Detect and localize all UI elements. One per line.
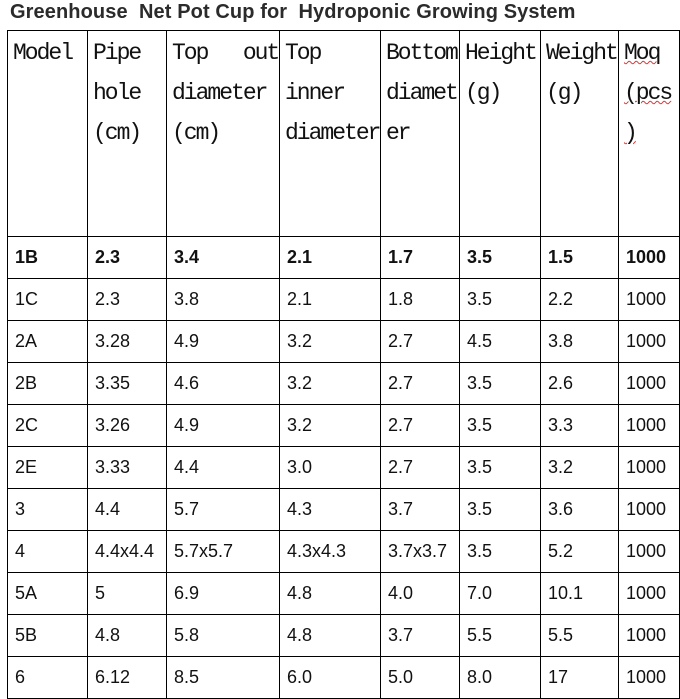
cell-model: 2A [8,321,88,363]
cell-top-out-diameter: 4.9 [167,321,280,363]
cell-top-inner-diameter: 3.2 [280,363,381,405]
cell-weight: 2.6 [541,363,619,405]
table-row [8,279,680,321]
cell-pipe-hole: 3.33 [88,447,167,489]
cell-model: 4 [8,531,88,573]
cell-top-out-diameter: 5.7x5.7 [167,531,280,573]
cell-top-out-diameter: 4.9 [167,405,280,447]
cell-weight: 1.5 [541,237,619,279]
cell-pipe-hole: 2.3 [88,237,167,279]
cell-model: 6 [8,657,88,699]
spec-table [7,30,680,699]
cell-model: 3 [8,489,88,531]
cell-top-inner-diameter: 6.0 [280,657,381,699]
table-row [8,573,680,615]
table-row [8,237,680,279]
cell-moq: 1000 [619,321,680,363]
table-row [8,363,680,405]
cell-weight: 3.2 [541,447,619,489]
header-row [8,31,680,237]
cell-top-out-diameter: 6.9 [167,573,280,615]
cell-weight: 5.2 [541,531,619,573]
cell-height: 4.5 [460,321,541,363]
cell-weight: 3.6 [541,489,619,531]
cell-bottom-diameter: 2.7 [381,447,460,489]
cell-model: 2C [8,405,88,447]
cell-height: 3.5 [460,363,541,405]
cell-weight: 2.2 [541,279,619,321]
header-bottom-diameter: Bottom diamet er [381,31,460,237]
cell-bottom-diameter: 5.0 [381,657,460,699]
cell-moq: 1000 [619,573,680,615]
cell-height: 3.5 [460,489,541,531]
table-row [8,321,680,363]
cell-moq: 1000 [619,237,680,279]
cell-pipe-hole: 4.4x4.4 [88,531,167,573]
cell-top-inner-diameter: 2.1 [280,279,381,321]
cell-pipe-hole: 6.12 [88,657,167,699]
cell-top-out-diameter: 4.4 [167,447,280,489]
cell-height: 3.5 [460,447,541,489]
cell-model: 2E [8,447,88,489]
table-row [8,531,680,573]
cell-moq: 1000 [619,363,680,405]
cell-top-out-diameter: 3.4 [167,237,280,279]
cell-top-out-diameter: 8.5 [167,657,280,699]
cell-top-out-diameter: 4.6 [167,363,280,405]
cell-height: 3.5 [460,279,541,321]
cell-top-inner-diameter: 4.8 [280,573,381,615]
header-height: Height (g) [460,31,541,237]
cell-height: 7.0 [460,573,541,615]
page-title: Greenhouse Net Pot Cup for Hydroponic Growing System [10,1,576,23]
cell-moq: 1000 [619,447,680,489]
cell-pipe-hole: 2.3 [88,279,167,321]
header-top-inner-diameter: Top inner diameter [280,31,381,237]
header-model: Model [8,31,88,237]
cell-moq: 1000 [619,489,680,531]
cell-pipe-hole: 3.26 [88,405,167,447]
cell-weight: 5.5 [541,615,619,657]
cell-height: 3.5 [460,405,541,447]
cell-moq: 1000 [619,531,680,573]
header-top-out-diameter: Top out diameter (cm) [167,31,280,237]
cell-bottom-diameter: 2.7 [381,405,460,447]
cell-bottom-diameter: 3.7 [381,489,460,531]
cell-model: 1C [8,279,88,321]
cell-bottom-diameter: 3.7 [381,615,460,657]
cell-top-inner-diameter: 4.3x4.3 [280,531,381,573]
cell-top-inner-diameter: 3.2 [280,321,381,363]
cell-top-out-diameter: 3.8 [167,279,280,321]
cell-pipe-hole: 5 [88,573,167,615]
cell-top-inner-diameter: 4.3 [280,489,381,531]
table-row [8,405,680,447]
cell-height: 3.5 [460,531,541,573]
table-row [8,447,680,489]
cell-pipe-hole: 4.4 [88,489,167,531]
cell-weight: 3.8 [541,321,619,363]
cell-moq: 1000 [619,657,680,699]
cell-model: 1B [8,237,88,279]
cell-top-inner-diameter: 3.2 [280,405,381,447]
header-moq [619,31,680,237]
cell-weight: 3.3 [541,405,619,447]
cell-moq: 1000 [619,405,680,447]
table-row [8,615,680,657]
cell-bottom-diameter: 1.7 [381,237,460,279]
cell-pipe-hole: 3.28 [88,321,167,363]
cell-model: 5B [8,615,88,657]
cell-top-inner-diameter: 4.8 [280,615,381,657]
cell-bottom-diameter: 3.7x3.7 [381,531,460,573]
cell-pipe-hole: 4.8 [88,615,167,657]
cell-moq: 1000 [619,615,680,657]
cell-weight: 10.1 [541,573,619,615]
cell-top-out-diameter: 5.7 [167,489,280,531]
table-row [8,657,680,699]
cell-bottom-diameter: 4.0 [381,573,460,615]
cell-moq: 1000 [619,279,680,321]
cell-bottom-diameter: 2.7 [381,363,460,405]
cell-height: 8.0 [460,657,541,699]
header-moq-text: Moq (pcs ) [624,40,672,146]
cell-pipe-hole: 3.35 [88,363,167,405]
cell-height: 3.5 [460,237,541,279]
cell-top-inner-diameter: 2.1 [280,237,381,279]
cell-top-out-diameter: 5.8 [167,615,280,657]
cell-top-inner-diameter: 3.0 [280,447,381,489]
cell-model: 2B [8,363,88,405]
header-pipe-hole: Pipe hole (cm) [88,31,167,237]
cell-bottom-diameter: 1.8 [381,279,460,321]
cell-model: 5A [8,573,88,615]
table-row [8,489,680,531]
cell-bottom-diameter: 2.7 [381,321,460,363]
cell-weight: 17 [541,657,619,699]
header-weight: Weight (g) [541,31,619,237]
cell-height: 5.5 [460,615,541,657]
